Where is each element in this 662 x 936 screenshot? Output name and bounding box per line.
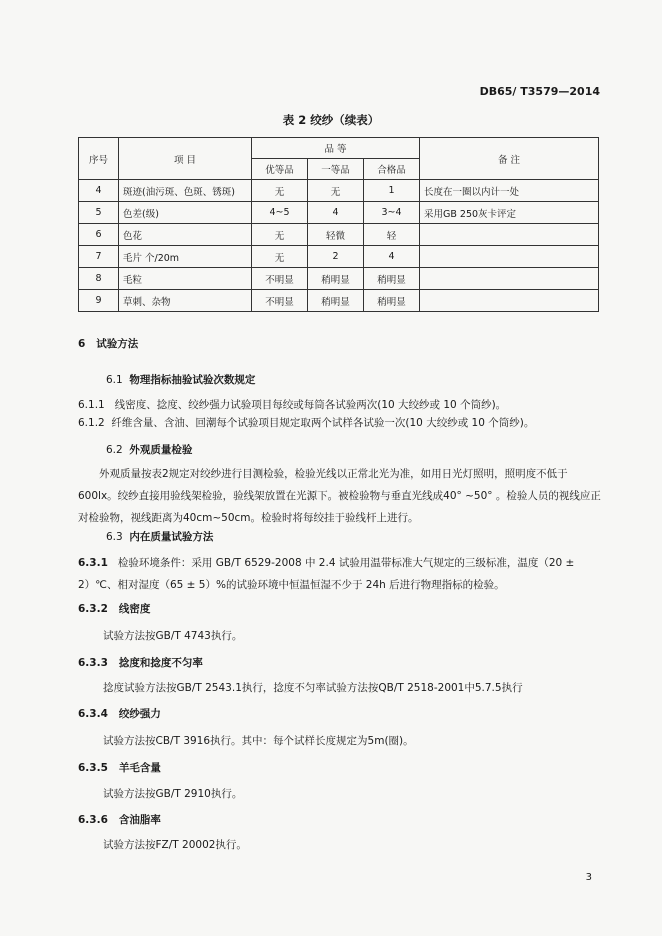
- section-number: 6.3: [106, 531, 123, 543]
- cell-item: 毛片 个/20m: [119, 246, 252, 268]
- clause-6-3-2-heading: [78, 601, 150, 616]
- cell-item: 斑迹(油污斑、色斑、锈斑): [119, 180, 252, 202]
- clause-6-3-6-heading: [78, 812, 161, 827]
- quality-table: [78, 137, 599, 312]
- table-row: [79, 290, 599, 312]
- clause-6-3-4-heading: [78, 706, 161, 721]
- clause-number: 6.3.5: [78, 762, 108, 774]
- header-grade-qualified: 合格品: [364, 159, 420, 180]
- cell-grade1: 无: [252, 224, 308, 246]
- cell-no: 8: [79, 268, 119, 290]
- clause-number: 6.3.6: [78, 814, 108, 826]
- clause-6-1-2: [78, 415, 623, 430]
- section-6-3-heading: [106, 529, 213, 544]
- clause-6-3-4-text: 试验方法按CB/T 3916执行。其中：每个试样长度规定为5m(圈)。: [103, 735, 414, 747]
- section-title: 物理指标抽验试验次数规定: [129, 374, 256, 386]
- clause-text: 线密度、捻度、绞纱强力试验项目每绞或每筒各试验两次(10 大绞纱或 10 个筒纱)。: [114, 399, 507, 411]
- clause-number: 6.3.4: [78, 708, 108, 720]
- clause-title: 羊毛含量: [118, 762, 161, 774]
- table-row: [79, 180, 599, 202]
- header-grade-superior: 优等品: [252, 159, 308, 180]
- cell-grade1: 不明显: [252, 268, 308, 290]
- cell-grade3: 3~4: [364, 202, 420, 224]
- clause-title: 含油脂率: [118, 814, 161, 826]
- cell-grade3: 1: [364, 180, 420, 202]
- cell-grade1: 不明显: [252, 290, 308, 312]
- section-6-2-heading: [106, 442, 192, 457]
- cell-grade1: 无: [252, 246, 308, 268]
- table-row: [79, 268, 599, 290]
- cell-grade2: 无: [308, 180, 364, 202]
- clause-6-3-3-heading: [78, 655, 203, 670]
- table-caption: 表 2 绞纱（续表）: [282, 113, 380, 127]
- table-row: [79, 202, 599, 224]
- cell-no: 4: [79, 180, 119, 202]
- clause-6-3-2-text: 试验方法按GB/T 4743执行。: [103, 630, 243, 642]
- cell-grade2: 稍明显: [308, 268, 364, 290]
- cell-note: [420, 290, 599, 312]
- section-title: 外观质量检验: [129, 444, 193, 456]
- clause-title: 捻度和捻度不匀率: [118, 657, 203, 669]
- cell-no: 5: [79, 202, 119, 224]
- clause-6-3-5-text: 试验方法按GB/T 2910执行。: [103, 788, 243, 800]
- cell-no: 6: [79, 224, 119, 246]
- clause-title: 线密度: [118, 603, 151, 615]
- cell-note: 采用GB 250灰卡评定: [420, 202, 599, 224]
- cell-no: 9: [79, 290, 119, 312]
- clause-6-3-1: [78, 552, 603, 596]
- clause-6-3-3-text: 捻度试验方法按GB/T 2543.1执行，捻度不匀率试验方法按QB/T 2518-2001中5.7.5执行: [103, 682, 523, 694]
- cell-grade2: 4: [308, 202, 364, 224]
- clause-6-3-5-heading: [78, 760, 161, 775]
- header-no: 序号: [79, 138, 119, 180]
- clause-6-3-6-text: 试验方法按FZ/T 20002执行。: [103, 839, 247, 851]
- cell-note: [420, 224, 599, 246]
- clause-text: 纤维含量、含油、回潮每个试验项目规定取两个试样各试验一次(10 大绞纱或 10 个筒纱)。: [111, 417, 535, 429]
- header-item: 项 目: [119, 138, 252, 180]
- clause-number: 6.3.2: [78, 603, 108, 615]
- cell-grade3: 4: [364, 246, 420, 268]
- table-row: [79, 246, 599, 268]
- cell-grade3: 稍明显: [364, 268, 420, 290]
- cell-grade2: 轻微: [308, 224, 364, 246]
- header-grade-first: 一等品: [308, 159, 364, 180]
- cell-note: [420, 246, 599, 268]
- cell-grade2: 2: [308, 246, 364, 268]
- table-row: [79, 224, 599, 246]
- section-6-2-paragraph: 外观质量按表2规定对绞纱进行目测检验，检验光线以正常北光为准，如用日光灯照明，照明度不低于600lx。绞纱直接用验线架检验，验线架放置在光源下。被检验物与垂直光线成40° ~50° 。检验人员的视线应正对检验物，视线距离为40cm~50cm。检验时将每绞挂于验线杆上进行。: [78, 468, 601, 524]
- table-header-row: [79, 138, 599, 159]
- cell-grade3: 稍明显: [364, 290, 420, 312]
- clause-number: 6.3.1: [78, 557, 108, 569]
- section-title: 试验方法: [96, 338, 139, 350]
- cell-note: [420, 268, 599, 290]
- standard-code: DB65/ T3579—2014: [479, 85, 600, 98]
- clause-number: 6.1.2: [78, 417, 105, 429]
- cell-note: 长度在一圈以内计一处: [420, 180, 599, 202]
- section-number: 6: [78, 338, 86, 350]
- clause-number: 6.1.1: [78, 399, 105, 411]
- header-grade: 品 等: [252, 138, 420, 159]
- clause-text: 检验环境条件：采用 GB/T 6529-2008 中 2.4 试验用温带标准大气规定的三级标准，温度（20 ± 2）℃、相对湿度（65 ± 5）%的试验环境中恒温恒湿不少于 24h 后进行物理指标的检验。: [78, 557, 575, 591]
- cell-item: 色花: [119, 224, 252, 246]
- section-number: 6.2: [106, 444, 123, 456]
- cell-no: 7: [79, 246, 119, 268]
- cell-grade2: 稍明显: [308, 290, 364, 312]
- clause-title: 绞纱强力: [118, 708, 161, 720]
- section-number: 6.1: [106, 374, 123, 386]
- page-number: 3: [585, 872, 592, 883]
- clause-6-1-1: [78, 397, 618, 412]
- section-6-heading: [78, 336, 138, 351]
- cell-item: 色差(级): [119, 202, 252, 224]
- cell-grade1: 无: [252, 180, 308, 202]
- section-6-1-heading: [106, 372, 255, 387]
- cell-item: 草刺、杂物: [119, 290, 252, 312]
- section-title: 内在质量试验方法: [129, 531, 214, 543]
- cell-grade3: 轻: [364, 224, 420, 246]
- clause-number: 6.3.3: [78, 657, 108, 669]
- cell-item: 毛粒: [119, 268, 252, 290]
- header-note: 备 注: [420, 138, 599, 180]
- cell-grade1: 4~5: [252, 202, 308, 224]
